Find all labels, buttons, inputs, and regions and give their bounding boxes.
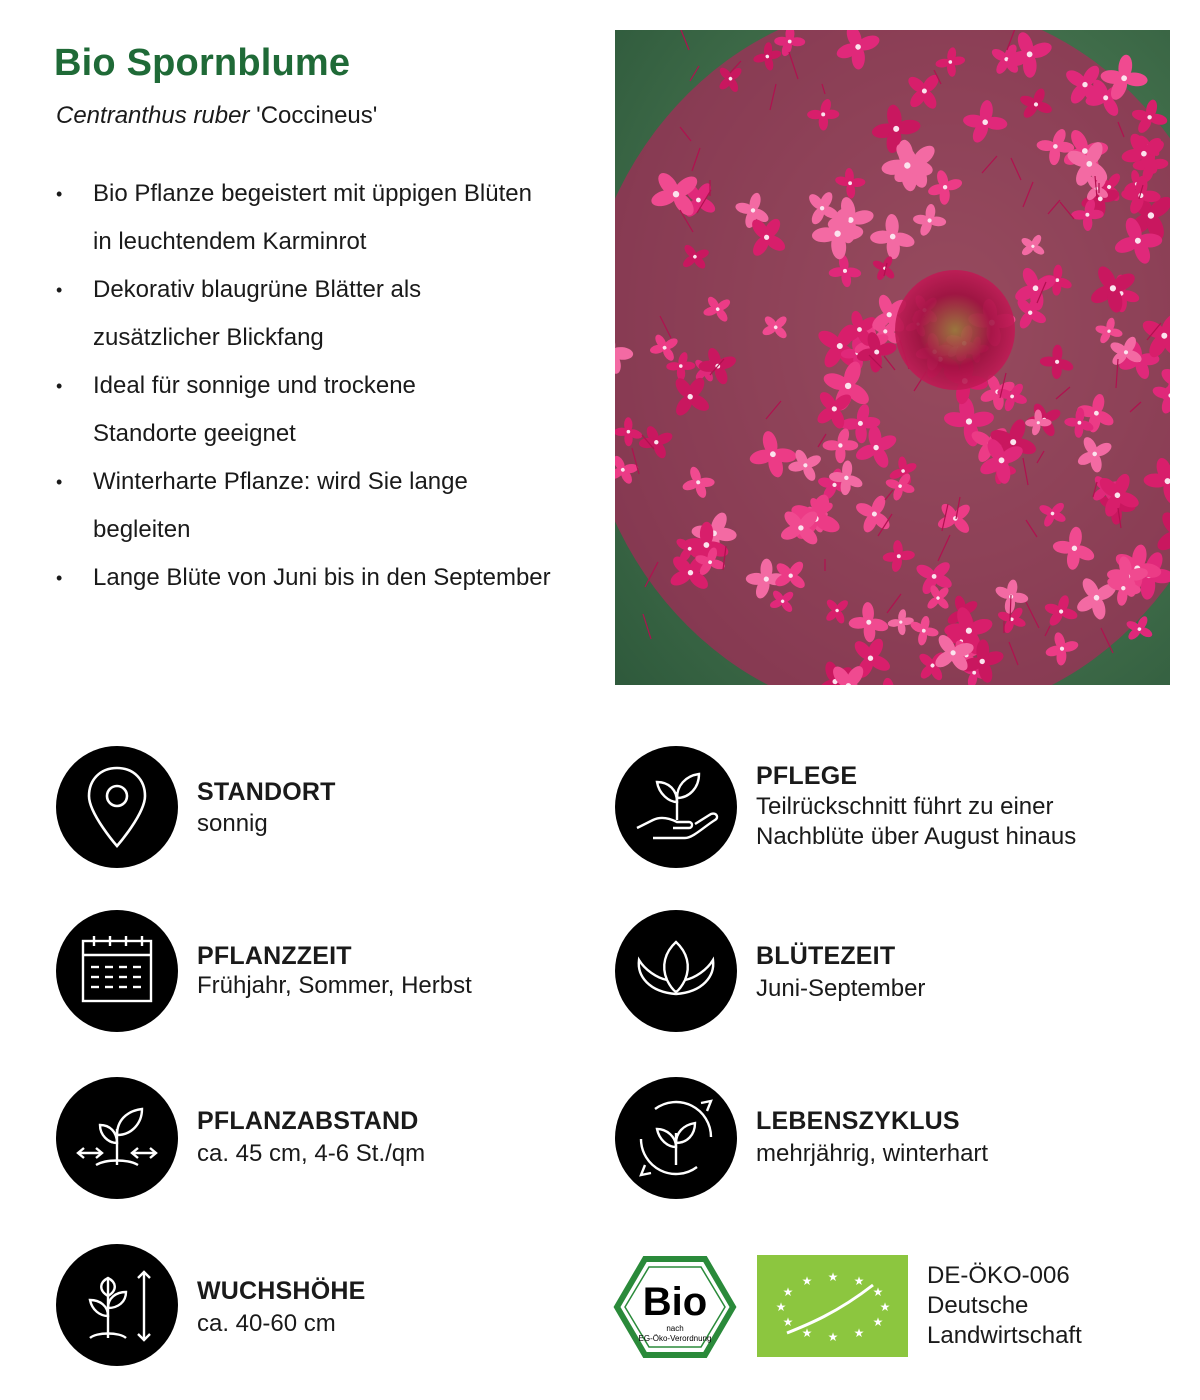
info-label: WUCHSHÖHE [197,1277,366,1305]
origin-line2: Landwirtschaft [927,1322,1082,1349]
eu-star: ★ [872,1285,884,1299]
calendar-icon [56,910,178,1032]
feature-text: begleiten [93,516,191,543]
lotus-flower-icon [615,910,737,1032]
info-label: PFLEGE [756,762,858,790]
flower-illustration [615,30,1170,685]
feature-text: Lange Blüte von Juni bis in den September [93,564,551,591]
info-standort [56,746,596,870]
eu-star: ★ [853,1326,865,1340]
info-label: STANDORT [197,778,336,806]
eu-star: ★ [782,1315,794,1329]
cultivar-name: 'Coccineus' [249,102,378,129]
eu-star: ★ [801,1326,813,1340]
control-body-text [927,1261,1082,1351]
list-item [54,266,594,362]
botanical-name [56,102,377,130]
bullet-dot: • [56,280,63,300]
latin-name: Centranthus ruber [56,102,250,129]
eu-star: ★ [801,1274,813,1288]
info-value: ca. 40-60 cm [197,1310,336,1337]
feature-text: Standorte geeignet [93,420,296,447]
list-item [54,170,594,266]
info-lebenszyklus [615,1077,1155,1201]
info-wuchshoehe [56,1244,596,1368]
eu-organic-leaf-logo [757,1255,908,1357]
bio-seal-sub2: EG-Öko-Verordnung [638,1334,712,1343]
bio-seal-sub1: nach [666,1324,684,1333]
info-value: sonnig [197,810,268,837]
eu-star: ★ [879,1300,891,1314]
eu-star: ★ [853,1274,865,1288]
eu-star: ★ [872,1315,884,1329]
lifecycle-sprout-icon [615,1077,737,1199]
bullet-dot: • [56,568,63,588]
info-value: ca. 45 cm, 4-6 St./qm [197,1140,426,1167]
info-value: Teilrückschnitt führt zu einer [756,793,1054,820]
info-label: PFLANZZEIT [197,942,352,970]
bio-seal-word: Bio [642,1280,708,1324]
feature-text: Dekorativ blaugrüne Blätter als [93,276,422,303]
eu-star: ★ [827,1270,839,1284]
eu-star: ★ [827,1330,839,1344]
info-value: Juni-September [756,975,926,1002]
info-value: Frühjahr, Sommer, Herbst [197,972,472,999]
list-item [54,554,594,602]
feature-text: Ideal für sonnige und trockene [93,372,416,399]
list-item [54,458,594,554]
bio-seal-logo [613,1255,737,1359]
info-label: BLÜTEZEIT [756,942,896,970]
info-pflanzzeit [56,910,596,1034]
product-photo [615,30,1170,685]
info-pflege [615,746,1175,870]
bullet-dot: • [56,184,63,204]
feature-text: Bio Pflanze begeistert mit üppigen Blüten [93,180,532,207]
info-value: Nachblüte über August hinaus [756,823,1077,850]
feature-text: Winterharte Pflanze: wird Sie lange [93,468,468,495]
plant-height-icon [56,1244,178,1366]
bullet-dot: • [56,376,63,396]
feature-list [54,170,594,602]
info-pflanzabstand [56,1077,596,1201]
info-value: mehrjährig, winterhart [756,1140,989,1167]
hand-sprout-icon [615,746,737,868]
info-label: PFLANZABSTAND [197,1107,419,1135]
location-pin-icon [56,746,178,868]
bullet-dot: • [56,472,63,492]
info-label: LEBENSZYKLUS [756,1107,960,1135]
feature-text: zusätzlicher Blickfang [93,324,324,351]
info-bluetezeit [615,910,1155,1034]
eu-star: ★ [775,1300,787,1314]
list-item [54,362,594,458]
feature-text: in leuchtendem Karminrot [93,228,367,255]
plant-spacing-icon [56,1077,178,1199]
eu-star: ★ [782,1285,794,1299]
origin-line1: Deutsche [927,1292,1029,1319]
product-title: Bio Spornblume [54,42,351,84]
control-code: DE-ÖKO-006 [927,1262,1070,1289]
